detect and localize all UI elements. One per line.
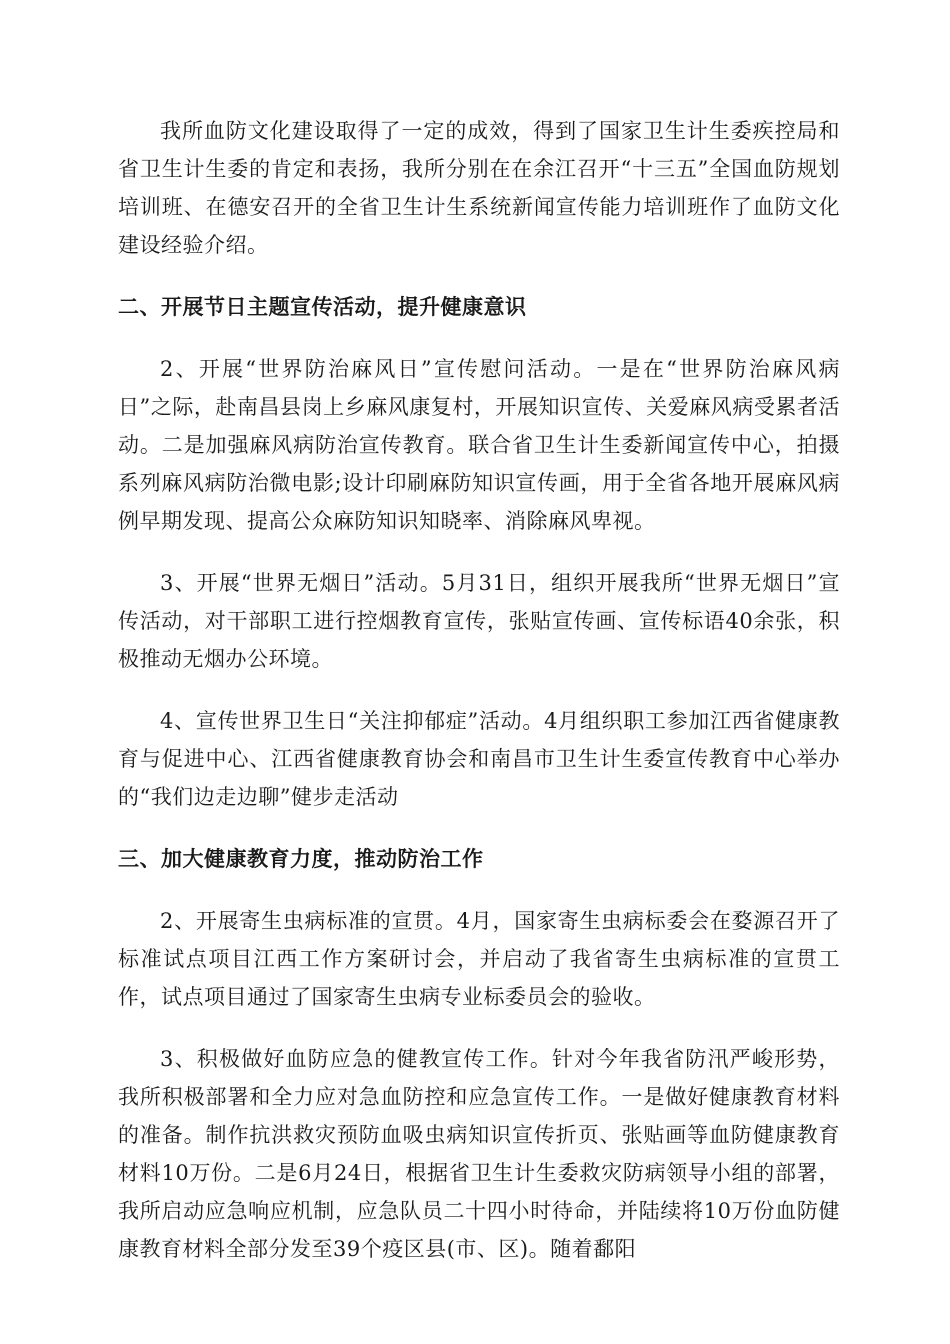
paragraph-leprosy-day: 2、开展“世界防治麻风日”宣传慰问活动。一是在“世界防治麻风病日”之际，赴南昌县岗上乡麻风康复村，开展知识宣传、关爱麻风病受累者活动。二是加强麻风病防治宣传教育。联合省卫生计生委新闻宣传中心，拍摄系列麻风病防治微电影;设计印刷麻防知识宣传画，用于全省各地开展麻风病例早期发现、提高公众麻防知识知晓率、消除麻风卑视。 bbox=[118, 357, 840, 533]
section-heading-two: 二、开展节日主题宣传活动，提升健康意识 bbox=[118, 295, 527, 319]
paragraph-parasite-standard: 2、开展寄生虫病标准的宣贯。4月，国家寄生虫病标委会在婺源召开了标准试点项目江西工作方案研讨会，并启动了我省寄生虫病标准的宣贯工作，试点项目通过了国家寄生虫病专业标委员会的验收。 bbox=[118, 909, 840, 1009]
section-heading-three: 三、加大健康教育力度，推动防治工作 bbox=[118, 847, 484, 871]
paragraph-emergency-education: 3、积极做好血防应急的健教宣传工作。针对今年我省防汛严峻形势，我所积极部署和全力应对急血防控和应急宣传工作。一是做好健康教育材料的准备。制作抗洪救灾预防血吸虫病知识宣传折页、张贴画等血防健康教育材料10万份。二是6月24日，根据省卫生计生委救灾防病领导小组的部署，我所启动应急响应机制，应急队员二十四小时待命，并陆续将10万份血防健康教育材料全部分发至39个疫区县(市、区)。随着鄱阳 bbox=[118, 1047, 840, 1261]
document-page bbox=[118, 112, 840, 1268]
paragraph-no-tobacco-day: 3、开展“世界无烟日”活动。5月31日，组织开展我所“世界无烟日”宣传活动，对干部职工进行控烟教育宣传，张贴宣传画、宣传标语40余张，积极推动无烟办公环境。 bbox=[118, 571, 840, 671]
paragraph-world-health-day: 4、宣传世界卫生日“关注抑郁症”活动。4月组织职工参加江西省健康教育与促进中心、江西省健康教育协会和南昌市卫生计生委宣传教育中心举办的“我们边走边聊”健步走活动 bbox=[118, 709, 840, 809]
paragraph-culture-construction: 我所血防文化建设取得了一定的成效，得到了国家卫生计生委疾控局和省卫生计生委的肯定和表扬，我所分别在在余江召开“十三五”全国血防规划培训班、在德安召开的全省卫生计生系统新闻宣传能力培训班作了血防文化建设经验介绍。 bbox=[118, 119, 840, 257]
